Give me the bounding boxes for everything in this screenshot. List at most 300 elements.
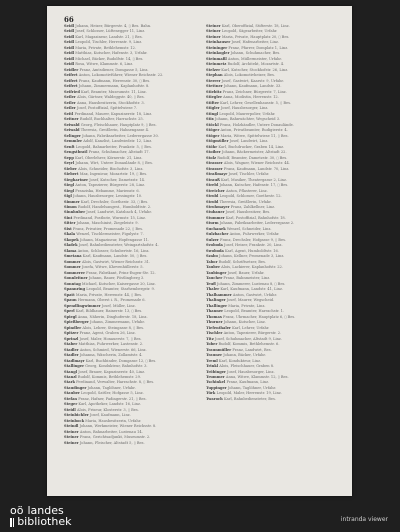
entry-surname: Spendlingwimmer [64,303,101,308]
entry-surname: Siegl [64,183,75,188]
entry-surname: Seitl [64,111,74,116]
directory-entry [64,139,192,144]
directory-entry [64,238,192,243]
entry-surname: Stummer [206,215,225,220]
entry-details: Anton, Gastwirt, Urfahr. [232,292,277,297]
entry-details: Rudolf, Buchhalter, Harrachstr. 25. [79,117,144,122]
directory-entry [64,276,192,281]
directory-entry [206,90,334,95]
directory-entry [64,194,192,199]
entry-surname: Seidl [64,29,75,34]
directory-entry [206,315,334,320]
directory-entry [64,205,192,210]
entry-details: Georg, Kondukteur, Bahnhofstr. 3. [85,364,148,369]
entry-details: Karl, Agent, Humboldtstr. 16. [225,248,279,253]
entry-details: Johann, Bäckermeister, Altstadt 22. [221,150,287,155]
directory-entry [64,386,192,391]
directory-entry [64,243,192,248]
entry-details: Karl, Kaufmann, Landstr. 50, ▯ Bes. [82,254,148,259]
directory-entry [206,243,334,248]
entry-surname: Stallinger [64,364,84,369]
entry-surname: Swoboda [206,248,224,253]
entry-details: Karl, Apotheker, Landstr. 16, Linz. [78,402,142,407]
entry-surname: Seiwald [64,128,80,133]
directory-entry [64,29,192,34]
scanned-page [47,6,352,496]
directory-entry [64,24,192,29]
entry-details: Johann, Kutscher, Linz. [223,320,266,325]
entry-surname: Steinbichler [64,413,89,418]
entry-details: Johann, Hausbesorger, Lessingstr. 10. [73,194,143,199]
directory-entry [206,353,334,358]
entry-details: Josef, Maurer, Wegscheid. [226,298,275,303]
entry-surname: Teufl [206,281,216,286]
entry-surname: Straßmayr [206,172,228,177]
logo-bottom-line [10,516,71,528]
logo-prefix: oö [10,504,24,517]
entry-surname: Sterrer [206,78,221,83]
directory-entry [64,430,192,435]
entry-surname: Steiner [206,29,221,34]
directory-entry [64,375,192,380]
entry-surname: Sturm [206,221,219,226]
entry-surname: Seidl [64,45,75,50]
directory-entry [64,271,192,276]
entry-surname: Trauner [206,353,223,358]
directory-entry [206,370,334,375]
entry-surname: Steinbock [64,418,85,423]
entry-details: Leopold, Sägearbeiter, Urfahr. [221,29,278,34]
entry-surname: Thurner [206,320,223,325]
entry-surname: Strasser [206,161,223,166]
directory-entry [64,221,192,226]
directory-entry [206,172,334,177]
entry-surname: Seiler [64,106,76,111]
entry-surname: Szabo [206,254,218,259]
entry-details: Franz, Zahlkellner, Linz. [230,204,276,209]
entry-surname: Seidl [64,40,75,45]
directory-entry [206,249,334,254]
entry-surname: Sitter [64,221,76,226]
entry-surname: Tuppinger [206,385,227,390]
directory-entry [206,183,334,188]
entry-surname: Tischler [206,331,223,336]
directory-entry [64,40,192,45]
entry-surname: Treml [206,358,218,363]
entry-surname: Stoiber [206,150,221,155]
entry-details: Johann, Zimmermann, Kaplanhofstr. 8. [78,84,150,89]
entry-details: Franz, Uhrmacher, Hauptplatz 6, ▯ Bes. [223,314,296,319]
entry-details: Anton, Pflasterer, Linz. [225,188,268,193]
directory-entry [206,287,334,292]
directory-entry [64,150,192,155]
entry-details: Ferdinand, Verwalter, Harrachstr. 8, ▯ Bes. [76,380,155,385]
logo-bars-icon [10,518,14,527]
directory-entry [206,326,334,331]
entry-details: Franz, Kaufmann, Linz. [226,380,270,385]
entry-surname: Senft [64,144,75,149]
library-logo[interactable] [10,505,71,528]
entry-surname: Tabor [206,259,218,264]
entry-surname: Steiner [206,24,221,28]
directory-entry [206,304,334,309]
entry-surname: Tiefenthaler [206,325,231,330]
entry-surname: Stöger [206,128,220,133]
entry-details: Karl, Oberlehrer, Körnerstr. 21, Linz. [75,155,143,160]
viewer-label: intranda viewer [340,516,388,523]
entry-surname: Spatt [64,292,75,297]
entry-details: Leopold, Tischler, Herrenstr. 9, Linz. [75,40,143,45]
directory-entry [206,238,334,243]
entry-details: Anna, Modistin, Herrenstr. 12. [223,95,279,100]
entry-surname: Sonnleitner [64,276,88,281]
entry-surname: Seifert [64,73,78,78]
entry-surname: Slama [64,248,77,253]
entry-details: Alois, Gastwirt, Wiener Reichsstr. 31. [81,259,151,264]
entry-details: Anton, Müllermeister, Urfahr. [227,56,282,61]
entry-details: Franz, Agent, Graben 26, Linz. [79,331,136,336]
directory-entry [206,84,334,89]
entry-surname: Steinmetz [206,62,227,67]
entry-details: Johann, Bauer, Pöstlingberg 3. [88,276,145,281]
directory-entry [206,282,334,287]
entry-details: Josef, Kaufmann, Linz. [89,413,131,418]
entry-details: Karl, Buchbinder, Domgasse 12, ▯ Bes. [85,358,157,363]
entry-surname: Tschinkel [206,380,226,385]
directory-entry [64,145,192,150]
directory-entry [206,337,334,342]
directory-entry [206,150,334,155]
entry-surname: Stangl [64,369,78,374]
entry-details: Rudolf, Kommis, Bethlehemstr. 29. [77,375,141,379]
entry-details: Anton, Privatbeamter, Rudigierstr. 4. [220,128,288,133]
directory-entry [64,35,192,40]
entry-surname: Skopek [64,237,79,242]
entry-surname: Strasser [206,166,223,171]
entry-surname: Simmer [64,199,80,204]
entry-details: Josefa, Witwe, Khevenhüllerstr. 5. [81,265,144,270]
entry-surname: Staber [64,342,78,347]
directory-entry [206,260,334,265]
entry-details: Leopold, Maurerpolier, Urfahr. [219,111,276,116]
entry-surname: Trummer [206,375,225,379]
entry-surname: Steinhauser [206,40,231,45]
directory-entry [64,51,192,56]
entry-details: Josef, Hausbesorger, Linz. [220,106,269,111]
entry-details: Maria, Private, Bethlehemstr. 12. [75,45,136,50]
directory-entry [64,413,192,418]
entry-surname: Strauß [206,177,220,182]
directory-entry [64,216,192,221]
entry-surname: Stiegler [206,95,222,100]
directory-entry [206,79,334,84]
directory-entry [64,101,192,106]
directory-entry [206,397,334,402]
entry-details: Franz, Pfarrer, Domplatz 1, Linz. [228,45,289,50]
directory-entry [206,95,334,100]
entry-surname: Stix [206,117,214,122]
entry-details: Matthias, Kutscher, Hafenstr. 3, Urfahr. [75,51,148,56]
entry-details: Maria, Witwe, Spittelwiese 11, ▯ Bes. [220,133,289,138]
entry-details: Karl, Lehrer, Urfahr. [232,325,270,330]
entry-details: Anton, Tapezierer, Bürgerstr. 2. [223,331,282,336]
directory-entry [206,134,334,139]
directory-entry [64,315,192,320]
entry-surname: Stadler [64,347,79,352]
entry-details: Johann, Kaufmann, Landstr. 33. [223,84,282,89]
directory-entry [206,35,334,40]
entry-surname: Stelzer [206,67,221,72]
entry-details: Alois, Gärtner, Waldeggstr. 40, ▯ Bes. [76,95,145,100]
entry-details: Josef, Hafenarbeiter, Linz. [231,40,280,45]
entry-details: Johann, Bäcker, Urfahr. [223,353,266,358]
directory-entry [206,51,334,56]
directory-entry [64,249,192,254]
entry-details: Karl, Kutscher, Stockhofstr. 26, Linz. [221,67,289,72]
entry-details: Anton, Fuhrwerker, Urfahr. [229,232,280,237]
entry-surname: Steinkogler [206,51,230,56]
entry-surname: Sint [64,215,73,220]
directory-entry [64,189,192,194]
entry-surname: Taucher [206,276,223,281]
entry-surname: Seifried [64,89,80,94]
entry-details: Maria, Private, Linz. [228,303,266,308]
entry-surname: Semmler [64,139,83,144]
entry-surname: Seidl [64,56,75,61]
entry-details: Karl, Beamter, Museumstr. 11, Linz. [81,89,147,94]
entry-details: Rosa, Witwe, Klammstr. 6, Linz. [75,62,134,67]
entry-surname: Steiner [64,429,79,434]
directory-entry [206,375,334,380]
directory-entry [206,348,334,353]
directory-entry [206,205,334,210]
entry-details: Alois, Lokomotivheizer, Bes. [223,73,276,78]
directory-entry [206,167,334,172]
entry-surname: Thanner [206,309,224,314]
entry-details: Johann, Schuhmacher, Bes. [230,51,281,56]
entry-surname: Tröbinger [206,369,226,374]
directory-entry [64,265,192,270]
entry-details: Franz, Landwirt, Bes. [232,347,272,352]
entry-details: Alois, Fleischhauer, Graben 8. [219,364,275,369]
directory-entry [206,342,334,347]
directory-entry [206,293,334,298]
directory-entry [206,161,334,166]
directory-entry [64,348,192,353]
directory-entry [64,402,192,407]
entry-details: Josef, Gastwirt, Kaarstr. 9, Urfahr. [221,78,284,83]
entry-details: Franz, Kaufmann, Herrenstr. 30, ▯ Bes. [78,78,151,83]
entry-details: Ferdinand, Postbote, Wurmstr. 15, Linz. [73,215,147,220]
entry-details: Franz, Hafner, Fadingerstr. 21, ▯ Bes. [78,396,147,401]
directory-entry [206,298,334,303]
entry-surname: Seidl [64,24,75,28]
entry-details: Karl, Oberoffizial, Stifterstr. 18, Linz. [221,24,290,28]
entry-details: Johann, Zimmermann, Urfahr. [90,320,145,325]
directory-entry [64,79,192,84]
entry-details: Franz, Zeichner, Bürgerstr. 7, Linz. [222,89,287,94]
directory-entry [206,276,334,281]
directory-entry [206,216,334,221]
directory-entry [206,101,334,106]
logo-word-landes: landes [27,504,64,517]
entry-surname: Stöhr [206,144,218,149]
directory-entry [206,46,334,51]
entry-details: Rudolf, Kommis, Bethlehemstr. 6. [218,342,280,347]
entry-details: Josef, Landwirt, Linz. [229,139,269,144]
entry-surname: Sonntag [64,281,81,286]
entry-surname: Sinnhuber [64,210,86,215]
entry-surname: Stifter [206,100,220,105]
entry-details: Karl, Postoffizial, Bahnhofstr. 18. [225,215,286,220]
entry-surname: Thaler [206,287,220,292]
logo-word-bibliothek: bibliothek [17,515,72,528]
entry-surname: Thomas [206,314,222,319]
entry-details: Max, Ingenieur, Mozartstr. 19, ▯ Bes. [79,172,148,177]
entry-details: Karl, Bahnbediensteter, Bes. [223,396,277,401]
directory-entry [206,189,334,194]
entry-surname: Skala [64,232,76,237]
entry-details: Josef, Brauer, Kapuzinerstr. 40, Linz. [78,369,146,374]
entry-surname: Tober [206,342,218,347]
entry-surname: Thalhammer [206,292,232,297]
entry-details: Johann, Taglöhner, Urfahr. [227,385,277,390]
directory-entry [64,128,192,133]
directory-entry [206,380,334,385]
right-column [206,24,334,484]
directory-entry [206,227,334,232]
entry-surname: Streicher [206,188,225,193]
entry-surname: Spitzer [64,331,79,336]
directory-entry [206,57,334,62]
entry-surname: Stöckl [206,122,219,127]
directory-entry [206,62,334,67]
entry-details: Josef, Maler, Honauerstr. 7, ▯ Bes. [79,336,142,341]
directory-entry [64,419,192,424]
entry-details: Josef, Schlosser, Lüftenegger 11, Linz. [75,29,146,34]
entry-surname: Simon [64,204,77,209]
directory-entry [206,271,334,276]
entry-surname: Stolz [206,155,217,160]
directory-entry [64,364,192,369]
directory-entry [64,161,192,166]
entry-details: Franziska, Hebamme, Marienstr. 6. [75,188,140,193]
entry-details: Franz, Drechsler, Hofgasse 9, ▯ Bes. [219,237,287,242]
directory-entry [64,391,192,396]
directory-entry [206,40,334,45]
directory-entry [64,408,192,413]
entry-details: Leopold, Bahnarbeiter, Frankstr. 5, ▯ Bes. [75,144,152,149]
directory-entry [64,117,192,122]
entry-details: Leopold, Maler, Herrenstr. 19, Linz. [216,391,282,396]
entry-details: Franz, Fabrikant, Prinz-Eugen-Str. 12. [86,270,156,275]
entry-details: Franz, Gerichtsadjunkt, Museumstr. 2. [79,435,151,440]
entry-surname: Strebl [206,183,219,188]
entry-details: Karl, Lehrer, Gesellenhausstr. 5, ▯ Bes. [220,100,292,105]
entry-surname: Stadler [64,353,79,358]
entry-surname: Sigl [64,194,72,199]
entry-surname: Stubauer [206,210,225,215]
entry-surname: Sulzbacher [206,232,229,237]
directory-entry [64,337,192,342]
directory-entry [206,29,334,34]
entry-surname: Stephan [206,73,223,78]
entry-details: Adolf, Kanzlist, Landwiedstr. 12, Linz. [83,139,153,144]
directory-entry [206,364,334,369]
entry-details: Alois, Lehrer, Steingasse 8, ▯ Bes. [82,325,145,330]
entry-details: Josef, Bauer, Urfahr. [227,270,265,275]
directory-entry [206,309,334,314]
entry-details: Karl, Kondukteur, Linz. [218,358,262,363]
entry-details: Alois, Schneider, Bischofstr. 3, Linz. [78,166,144,171]
directory-entry [206,210,334,215]
entry-surname: Seifert [64,84,78,89]
entry-surname: Selinger [64,133,81,138]
entry-surname: Siegl [64,188,75,193]
entry-surname: Sommer [64,265,81,270]
directory-entry [64,167,192,172]
entry-surname: Seiler [64,95,76,100]
directory-entry [206,156,334,161]
directory-entry [64,254,192,259]
directory-entry [206,73,334,78]
entry-details: Maria, Private, Hauptplatz 20, ▯ Bes. [221,34,290,39]
entry-details: Karl, Musiker, Theatergasse 2, Linz. [220,177,287,182]
entry-details: Anton, Schmied, Wienerstr. 66, Linz. [79,347,147,352]
entry-details: Maria, Hausbesitzerin, Urfahr. [85,418,142,423]
entry-details: Leopold, Beamter, Harrachstr. 1. [224,309,285,314]
entry-surname: Stigler [206,106,220,111]
entry-surname: Staudinger [64,385,87,390]
entry-surname: Sengstbratl [64,150,88,155]
entry-details: Johann, Fleischer, Altstadt 5, ▯ Bes. [79,440,145,445]
directory-entry [206,24,334,29]
directory-entry [64,370,192,375]
directory-entry [64,73,192,78]
directory-entry [64,424,192,429]
directory-entry [64,183,192,188]
entry-surname: Stark [64,380,75,385]
entry-details: Anna, Witwe, Klammstr. 12, ▯ Bes. [225,375,289,379]
directory-entry [64,46,192,51]
directory-entry [64,353,192,358]
entry-details: Hermann, Oberst i. R., Promenade 6. [77,298,146,303]
directory-entry [64,304,192,309]
entry-details: Josef, Tischler, Urfahr. [228,172,270,177]
entry-details: Rudolf, Handelsangest., Humboldtstr. 2. [77,204,152,209]
entry-details: Karl, Drechsler, Goethestr. 33, ▯ Bes. [80,199,149,204]
entry-surname: Steiner [64,440,79,445]
entry-surname: Seifert [64,78,78,83]
directory-entry [64,435,192,440]
directory-entry [64,62,192,67]
left-column [64,24,192,484]
directory-entry [64,106,192,111]
directory-entry [206,254,334,259]
entry-details: Leopold, Beamter, Starhembergstr. 9. [86,287,155,292]
directory-entry [64,282,192,287]
entry-details: Johann, Kutscher, Hafenstr. 17, ▯ Bes. [219,183,289,188]
directory-entry [206,386,334,391]
entry-details: Josef, Heizer, Frankstr. 20, Linz. [224,243,283,248]
entry-surname: Spannring [64,287,86,292]
directory-entry [64,380,192,385]
entry-details: Leopold, Schlosser, Goethestr. 12. [219,194,282,199]
directory-entry [64,57,192,62]
entry-surname: Sixt [64,226,72,231]
entry-surname: Sperl [64,309,75,314]
directory-entry [64,359,192,364]
